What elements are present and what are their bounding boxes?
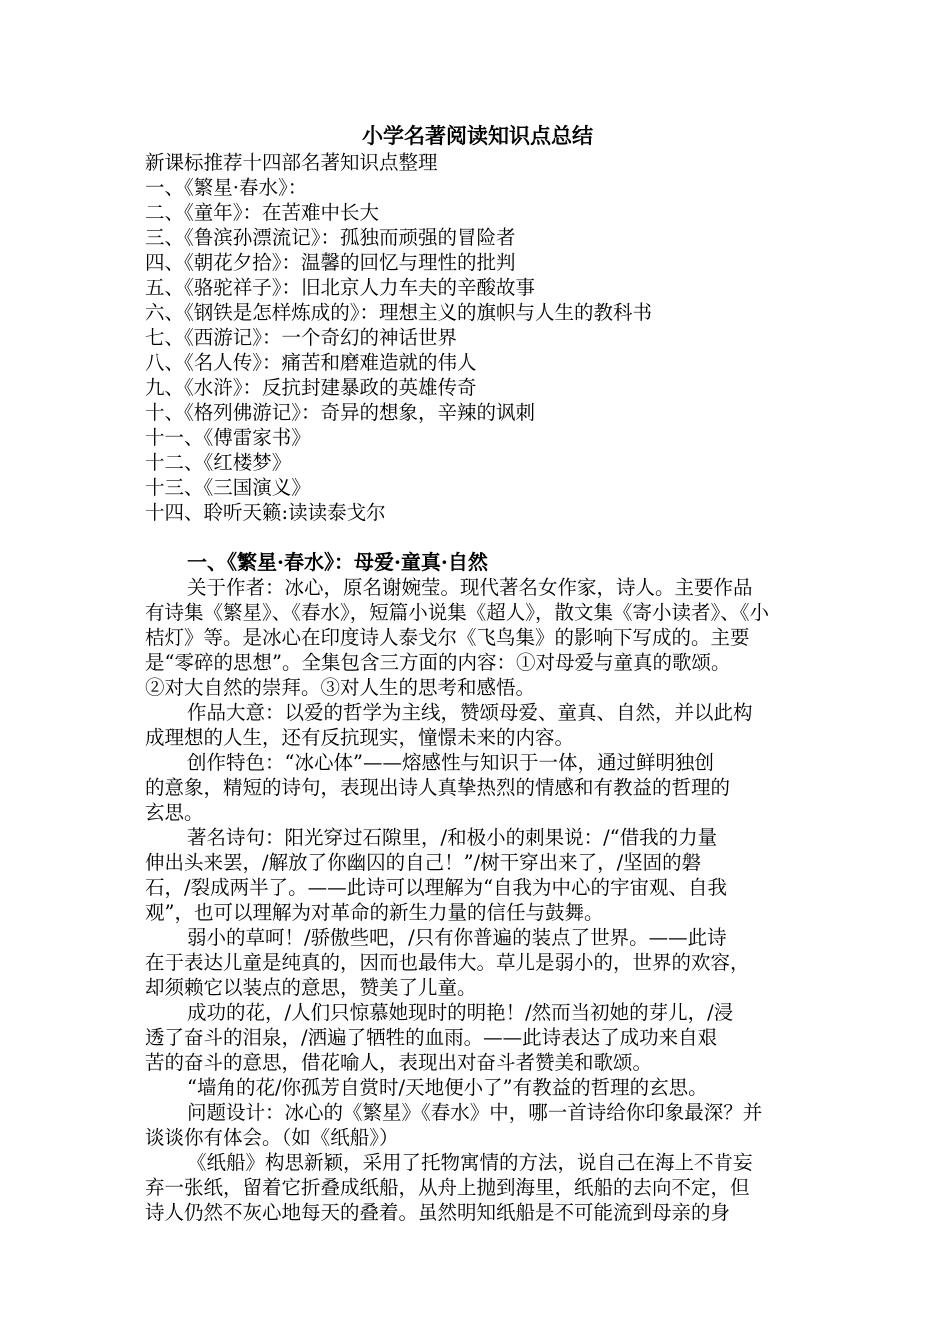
paragraph-paper-boat <box>145 1150 810 1225</box>
text-line: 问题设计：冰心的《繁星》《春水》中，哪一首诗给你印象最深？并 <box>187 1101 763 1124</box>
text-line: 玄思。 <box>145 801 204 824</box>
table-of-contents <box>145 175 810 525</box>
toc-item: 四、《朝花夕拾》：温馨的回忆与理性的批判 <box>145 251 516 274</box>
text-line: 有诗集《繁星》、《春水》，短篇小说集《超人》，散文集《寄小读者》、《小 <box>145 601 770 624</box>
toc-item: 三、《鲁滨孙漂流记》：孤独而顽强的冒险者 <box>145 226 516 249</box>
paragraph-author <box>145 575 810 700</box>
toc-item: 十四、聆听天籁:读读泰戈尔 <box>145 501 386 524</box>
toc-item: 十三、《三国演义》 <box>145 476 311 499</box>
paragraph-features <box>145 750 810 825</box>
toc-item: 二、《童年》：在苦难中长大 <box>145 201 380 224</box>
text-line: 弱小的草呵！/骄傲些吧，/只有你普遍的装点了世界。——此诗 <box>187 926 727 949</box>
text-line: 诗人仍然不灰心地每天的叠着。虽然明知纸船是不可能流到母亲的身 <box>145 1201 731 1224</box>
text-line: 作品大意：以爱的哲学为主线，赞颂母爱、童真、自然，并以此构 <box>187 701 753 724</box>
toc-item: 七、《西游记》：一个奇幻的神话世界 <box>145 326 458 349</box>
text-line: 观”，也可以理解为对革命的新生力量的信任与鼓舞。 <box>145 901 604 924</box>
text-line: 创作特色：“冰心体”——熔感性与知识于一体，通过鲜明独创 <box>187 751 714 774</box>
document-page <box>145 122 810 1225</box>
text-line: ②对大自然的崇拜。③对人生的思考和感悟。 <box>145 676 536 699</box>
toc-item: 九、《水浒》：反抗封建暴政的英雄传奇 <box>145 376 477 399</box>
text-line: 桔灯》等。是冰心在印度诗人泰戈尔《飞鸟集》的影响下写成的。主要 <box>145 626 750 649</box>
text-line: 的意象，精短的诗句，表现出诗人真挚热烈的情感和有教益的哲理的 <box>145 776 731 799</box>
text-line: “墙角的花/你孤芳自赏时/天地便小了”有教益的哲理的玄思。 <box>187 1076 708 1099</box>
text-line: 在于表达儿童是纯真的，因而也最伟大。草儿是弱小的，世界的欢容， <box>145 951 750 974</box>
paragraph-flower-poem <box>145 1000 810 1075</box>
toc-item: 六、《钢铁是怎样炼成的》：理想主义的旗帜与人生的教科书 <box>145 301 653 324</box>
text-line: 成功的花，/人们只惊慕她现时的明艳！/然而当初她的芽儿，/浸 <box>187 1001 734 1024</box>
paragraph-famous-lines <box>145 825 810 925</box>
text-line: 《纸船》构思新颖，采用了托物寓情的方法，说自己在海上不肯妄 <box>187 1151 753 1174</box>
text-line: 关于作者：冰心，原名谢婉莹。现代著名女作家，诗人。主要作品 <box>187 576 753 599</box>
paragraph-summary <box>145 700 810 750</box>
toc-item: 十一、《傅雷家书》 <box>145 426 311 449</box>
toc-item: 一、《繁星·春水》： <box>145 176 308 199</box>
text-line: 谈谈你有体会。（如《纸船》） <box>145 1126 399 1149</box>
paragraph-grass-poem <box>145 925 810 1000</box>
text-line: 伸出头来罢，/解放了你幽囚的自己！”/树干穿出来了，/坚固的磐 <box>145 851 702 874</box>
paragraph-question <box>145 1100 810 1150</box>
text-line: 成理想的人生，还有反抗现实，憧憬未来的内容。 <box>145 726 575 749</box>
document-title: 小学名著阅读知识点总结 <box>362 123 593 148</box>
text-line: 却须赖它以装点的意思，赞美了儿童。 <box>145 976 477 999</box>
toc-item: 五、《骆驼祥子》：旧北京人力车夫的辛酸故事 <box>145 276 536 299</box>
section-heading: 一、《繁星·春水》：母爱·童真·自然 <box>187 550 488 574</box>
document-subtitle: 新课标推荐十四部名著知识点整理 <box>145 151 438 174</box>
text-line: 弃一张纸，留着它折叠成纸船，从舟上抛到海里，纸船的去向不定，但 <box>145 1176 750 1199</box>
text-line: 苦的奋斗的意思，借花喻人，表现出对奋斗者赞美和歌颂。 <box>145 1051 653 1074</box>
text-line: 著名诗句：阳光穿过石隙里，/和极小的刺果说：/“借我的力量 <box>187 826 718 849</box>
paragraph-wall-flower <box>145 1075 810 1100</box>
text-line: 透了奋斗的泪泉，/洒遍了牺牲的血雨。——此诗表达了成功来自艰 <box>145 1026 718 1049</box>
toc-item: 十、《格列佛游记》：奇异的想象，辛辣的讽刺 <box>145 401 536 424</box>
text-line: 是“零碎的思想”。全集包含三方面的内容：①对母爱与童真的歌颂。 <box>145 651 731 674</box>
text-line: 石，/裂成两半了。——此诗可以理解为“自我为中心的宇宙观、自我 <box>145 876 728 899</box>
toc-item: 八、《名人传》：痛苦和磨难造就的伟人 <box>145 351 477 374</box>
toc-item: 十二、《红楼梦》 <box>145 451 292 474</box>
spacer <box>145 525 810 550</box>
